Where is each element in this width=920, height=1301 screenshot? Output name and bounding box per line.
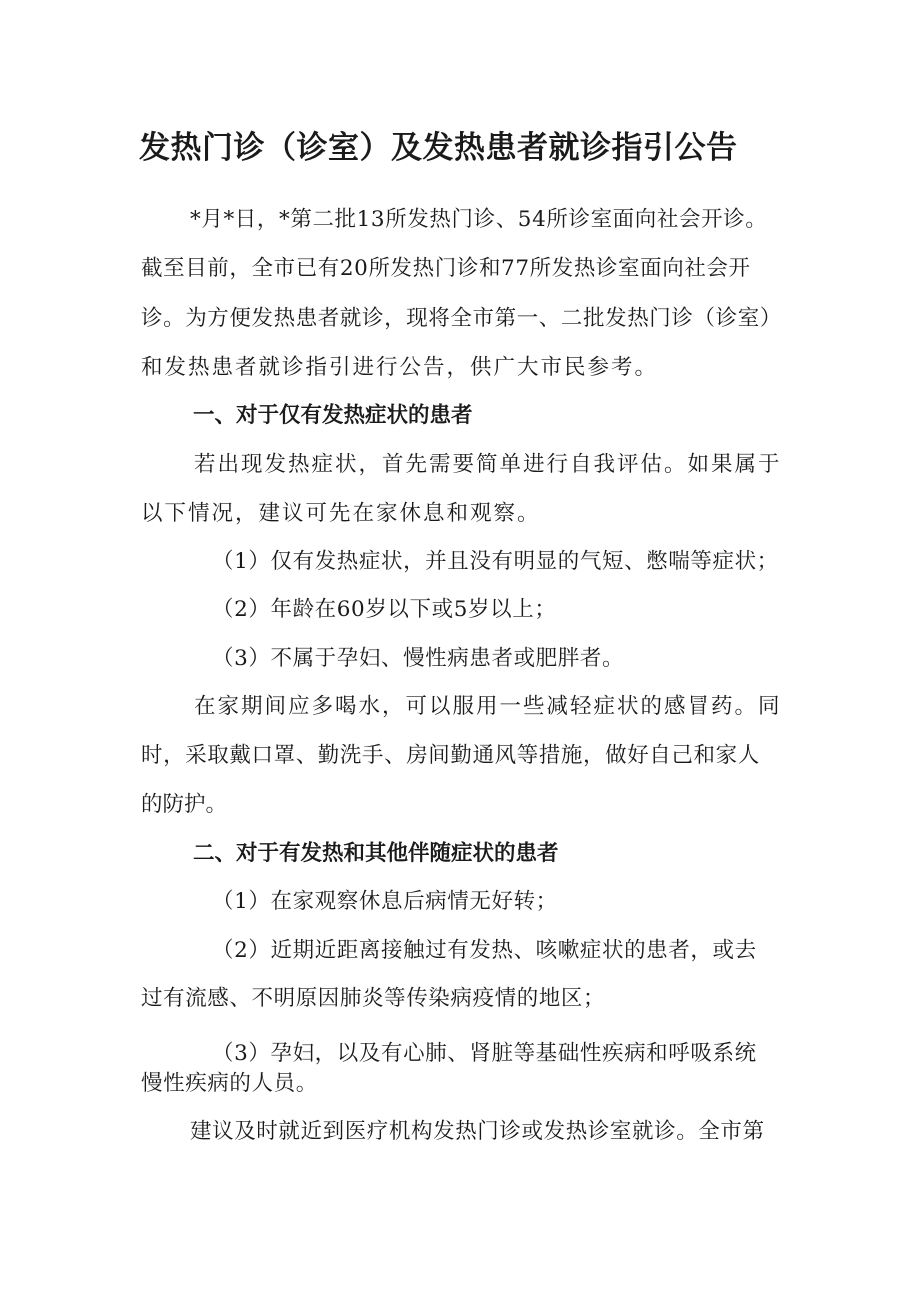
section2-closing-line: 建议及时就近到医疗机构发热门诊或发热诊室就诊。全市第 <box>190 1119 765 1144</box>
section1-para-line-1: 若出现发热症状，首先需要简单进行自我评估。如果属于 <box>194 452 782 477</box>
section1-para-line-2: 以下情况，建议可先在家休息和观察。 <box>141 501 541 526</box>
document-title: 发热门诊（诊室）及发热患者就诊指引公告 <box>139 130 738 166</box>
section1-item-3: （3）不属于孕妇、慢性病患者或肥胖者。 <box>212 646 625 671</box>
section1-advice-line-3: 的防护。 <box>141 792 228 817</box>
intro-line-3: 诊。为方便发热患者就诊，现将全市第一、二批发热门诊（诊室） <box>141 306 782 331</box>
intro-line-4: 和发热患者就诊指引进行公告，供广大市民参考。 <box>141 355 659 380</box>
section2-item-3-line-1: （3）孕妇，以及有心肺、肾脏等基础性疾病和呼吸系统 <box>212 1041 757 1066</box>
section2-item-1: （1）在家观察休息后病情无好转； <box>212 889 558 914</box>
section1-heading: 一、对于仅有发热症状的患者 <box>193 403 473 428</box>
section2-heading: 二、对于有发热和其他伴随症状的患者 <box>193 841 559 866</box>
section2-item-2-line-1: （2）近期近距离接触过有发热、咳嗽症状的患者，或去 <box>212 938 757 963</box>
intro-line-2: 截至目前，全市已有20所发热门诊和77所发热诊室面向社会开 <box>141 256 751 281</box>
intro-line-1: *月*日，*第二批13所发热门诊、54所诊室面向社会开诊。 <box>190 207 768 232</box>
section2-item-3-line-2: 慢性疾病的人员。 <box>141 1071 318 1096</box>
section1-advice-line-1: 在家期间应多喝水，可以服用一些减轻症状的感冒药。同 <box>194 694 782 719</box>
section1-item-1: （1）仅有发热症状，并且没有明显的气短、憋喘等症状； <box>212 549 779 574</box>
section1-advice-line-2: 时，采取戴口罩、勤洗手、房间勤通风等措施，做好自己和家人 <box>141 743 760 768</box>
section1-item-2: （2）年龄在60岁以下或5岁以上； <box>212 597 557 622</box>
section2-item-2-line-2: 过有流感、不明原因肺炎等传染病疫情的地区； <box>141 986 606 1011</box>
